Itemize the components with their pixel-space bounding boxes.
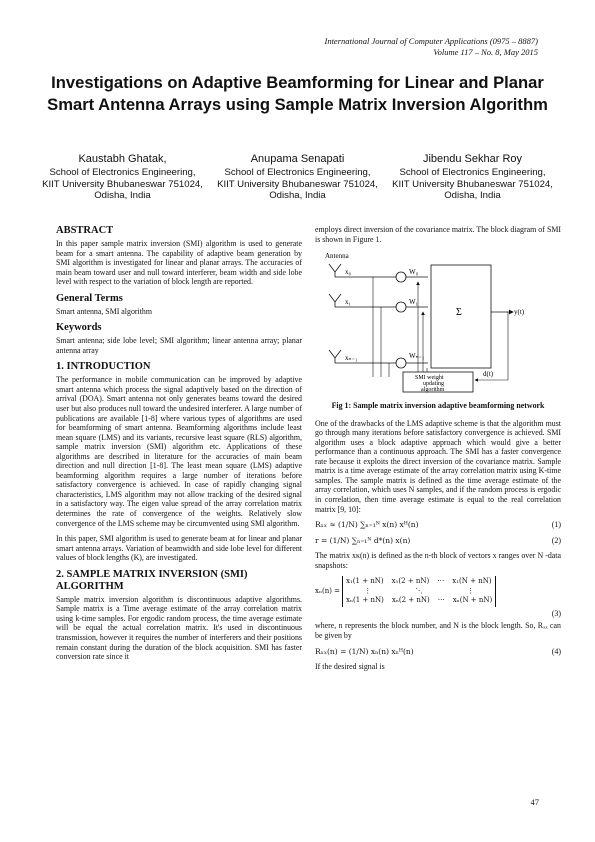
antenna-label: Antenna (325, 252, 349, 261)
keywords-text: Smart antenna; side lobe level; SMI algorithm; linear antenna array; planar antenna array (56, 336, 302, 355)
smi-heading: 2. SAMPLE MATRIX INVERSION (SMI) ALGORITHM (56, 568, 248, 592)
introduction-paragraph-2: In this paper, SMI algorithm is used to generate beam at for linear and planar smart antenna arrays. Variation of beamwidth and side lobe level for different values of block lengths (K), are investigated. (56, 534, 302, 563)
smi-description-paragraph: One of the drawbacks of the LMS adaptive scheme is that the algorithm must go through many iterations before satisfactory convergence is achieved. SMI algorithm uses a block adaptive approach which would give a better performance than a continuous approach. The SMI has a faster convergence rate because it exploits the direct inversion of the covariance matrix. Sample matrix is a time average estimate of the array correlation matrix using K-time samples. The sample matrix is defined as the time average estimate of the array correlation, which uses N samples, and if the random process is ergodic in correlation, then time average estimate is equal to the real correlation matrix [9, 10]: (315, 418, 561, 514)
desired-signal-label: d(t) (483, 370, 494, 379)
author-block (40, 152, 555, 202)
author-3 (390, 152, 555, 202)
author-affiliation: School of Electronics Engineering, KIIT University Bhubaneswar 751024, Odisha, India (42, 167, 203, 202)
weight-w0-label: W₀ (409, 268, 419, 277)
journal-name: International Journal of Computer Applications (0975 – 8887) (324, 36, 538, 46)
smi-block-diagram (323, 250, 543, 395)
antenna-0-icon (329, 264, 341, 277)
equation-1 (315, 520, 561, 530)
figure-caption: Fig 1: Sample matrix inversion adaptive beamforming network (331, 401, 545, 411)
signal-x0-label: x₀ (345, 268, 351, 277)
matrix-cell: x₁(2 + nN) (391, 577, 430, 586)
equation-2-number: (2) (551, 535, 561, 545)
general-terms-text: Smart antenna, SMI algorithm (56, 306, 152, 316)
signal-xn-label: xₙ₋₁ (345, 354, 358, 363)
smi-paragraph: Sample matrix inversion algorithm is discontinuous adaptive algorithms. Sample matrix is a Time average estimate of the array correlation matrix using k-time samples. For ergodic random process, the time average estimate will be equal the actual correlation matrix. It's used in discontinuous transmission, however it requires the number of interferers and their positions remain constant during the duration of the block acquisition. SMI has faster conversion rate since it (56, 594, 302, 662)
desired-signal-text: If the desired signal is (315, 662, 385, 672)
page-number: 47 (530, 797, 539, 807)
paper-title: Investigations on Adaptive Beamforming for Linear and Planar Smart Antenna Arrays using Sample Matrix Inversion Algorithm (47, 73, 548, 114)
equation-4 (315, 647, 561, 657)
matrix-cell: ⋯ (437, 577, 445, 586)
author-name: Kaustabh Ghatak, (78, 153, 167, 165)
output-label: y(t) (514, 308, 525, 317)
matrix-row (346, 577, 492, 587)
equation-2 (315, 536, 561, 546)
weight-wn-label: Wₙ₋₁ (409, 352, 425, 361)
equation-1-body: Rₓₓ ≈ (1/N) ∑ₙ₌₁ᴺ x(n) xᴴ(n) (315, 520, 419, 530)
weight-w1-node (396, 302, 406, 312)
weight-w0-node (396, 272, 406, 282)
smi-block-line-1: SMI weight (415, 375, 444, 382)
matrix-cell: xₙ(1 + nN) (346, 596, 384, 605)
keywords-heading: Keywords (56, 322, 102, 334)
block-number-text: where, n represents the block number, and N is the block length. So, Rₓₓ can be given by (315, 621, 561, 641)
figure-intro-text: employs direct inversion of the covariance matrix. The block diagram of SMI is shown in Figure 1. (315, 225, 561, 244)
general-terms-heading: General Terms (56, 292, 123, 304)
antenna-1-icon (329, 294, 341, 307)
matrix-cell: ⋮ (364, 586, 372, 595)
author-affiliation: School of Electronics Engineering, KIIT University Bhubaneswar 751024, Odisha, India (392, 167, 553, 202)
journal-volume: Volume 117 – No. 8, May 2015 (433, 47, 538, 57)
matrix-cell: ⋮ (467, 586, 475, 595)
matrix-cell: ⋱ (415, 586, 423, 595)
equation-4-body: Rₓₓ(n) = (1/N) xₙ(n) xₙᴴ(n) (315, 646, 414, 656)
abstract-text: In this paper sample matrix inversion (SMI) algorithm is used to generate beam for a smart antenna. The capability of adaptive beam generation by SMI algorithm is investigated for linear and planar arrays. The accuracies of main beam toward user and null toward interferer, beam width and side lobe level with respect to the variation of block length are reported. (56, 239, 302, 287)
weight-w1-label: W₁ (409, 298, 419, 307)
weight-wn-node (396, 358, 406, 368)
signal-x1-label: x₁ (345, 298, 351, 307)
matrix-cell: x₁(N + nN) (452, 577, 492, 586)
matrix-cell: ⋯ (437, 596, 445, 605)
equation-4-number: (4) (551, 646, 561, 656)
summer-symbol: Σ (456, 307, 462, 319)
equation-3-number: (3) (551, 608, 561, 618)
matrix-row (346, 596, 492, 606)
right-column (315, 225, 561, 678)
matrix-cell: xₙ(2 + nN) (391, 596, 430, 605)
smi-block-line-2: updating (423, 381, 444, 388)
equation-2-body: r = (1/N) ∑ₙ₌₁ᴺ d*(n) x(n) (315, 535, 411, 545)
author-affiliation: School of Electronics Engineering, KIIT University Bhubaneswar 751024, Odisha, India (217, 167, 378, 202)
matrix-cell: x₁(1 + nN) (346, 577, 384, 586)
left-column (56, 225, 302, 668)
abstract-heading: ABSTRACT (56, 225, 114, 236)
matrix-cell: xₙ(N + nN) (452, 596, 493, 605)
author-2 (215, 152, 380, 202)
equation-3 (315, 576, 561, 607)
antenna-n-icon (329, 350, 341, 363)
matrix-row (346, 587, 492, 597)
equation-3-lhs: xₙ(n) = (315, 586, 341, 595)
matrix-body (342, 576, 496, 607)
introduction-paragraph-1: The performance in mobile communication can be improved by adaptive smart antenna which process the signal adaptively based on the direction of arrival (DOA). Smart antenna not only generates beams toward the desired user but also produces null toward the undesired interferer. A large number of publications are available [1-8] where various types of algorithms are used for beamforming of smart antenna. Beamforming algorithms include least mean square (LMS) and its variants, recursive least square (RLS) algorithm, sample matrix inversion (SMI) algorithm etc. Applications of these algorithms are described in literature for the accuracies of main beam direction and null direction [1-8]. The least mean square (LMS) adaptive beamforming algorithm requires a large number of iterations before satisfactory convergence is achieved. In case of rapidly changing signal characteristics, LMS algorithm may not allow tracking of the desired signal in a satisfactory way. The eigen value spread of the array correlation matrix determines the rate of convergence of the weights. Relatively slow convergence of the LMS scheme may be circumvented using SMI algorithm. (56, 375, 302, 528)
author-name: Anupama Senapati (250, 153, 345, 165)
author-1 (40, 152, 205, 202)
matrix-definition-text: The matrix xκ(n) is defined as the n-th block of vectors x ranges over N -data snapshots: (315, 551, 561, 570)
introduction-heading: 1. INTRODUCTION (56, 361, 151, 373)
equation-1-number: (1) (551, 520, 561, 530)
equation-3-matrix (315, 576, 496, 607)
equation-3-number-row (315, 609, 561, 619)
author-name: Jibendu Sekhar Roy (422, 153, 523, 165)
journal-header (324, 36, 538, 58)
smi-block-line-3: algorithm (421, 387, 445, 394)
